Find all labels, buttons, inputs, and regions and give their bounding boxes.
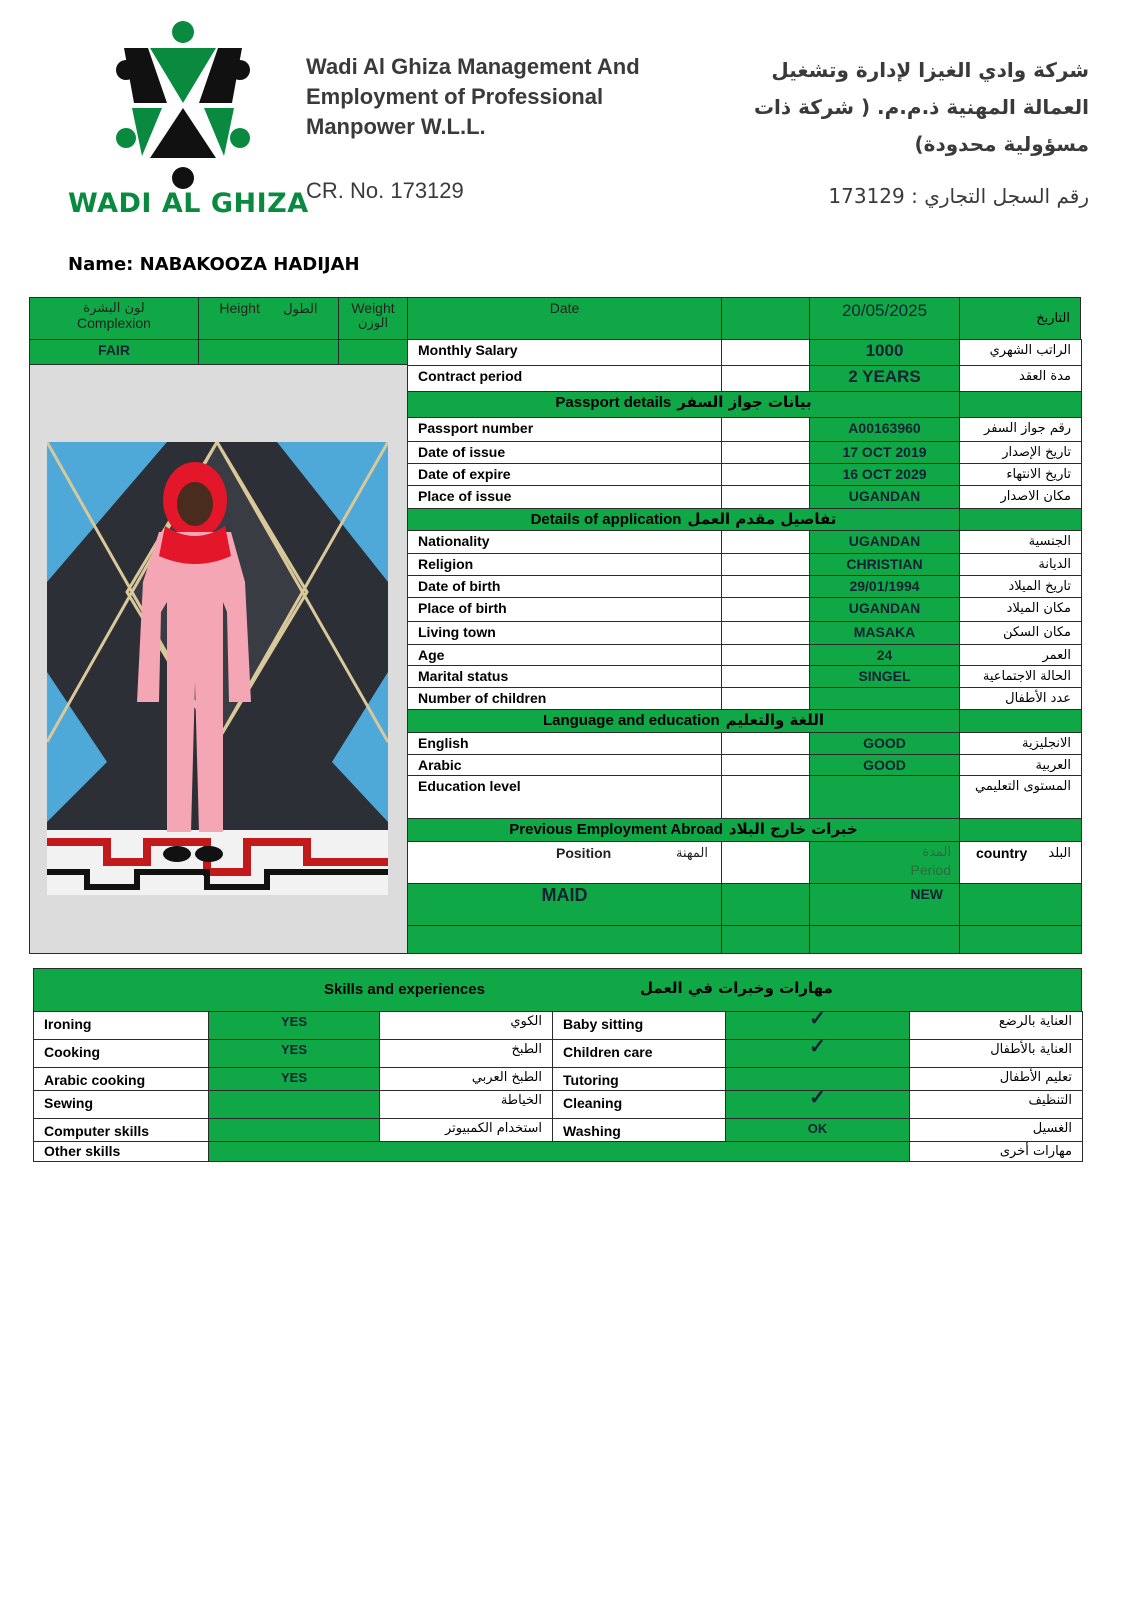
passport-row-value: UGANDAN [809, 485, 960, 509]
application-row-label-ar: العمر [959, 644, 1082, 666]
passport-row-label-ar: تاريخ الانتهاء [959, 463, 1082, 488]
skill-right-label: Cleaning [552, 1090, 726, 1119]
weight-header: Weight الوزن [338, 297, 408, 340]
cr-number-ar: رقم السجل التجاري : 173129 [828, 184, 1089, 208]
passport-row-label: Date of issue [407, 441, 722, 466]
language-row-label-ar: المستوى التعليمي [959, 775, 1082, 819]
position-label: Position [556, 845, 612, 861]
employment-section-blank [959, 818, 1082, 842]
checkmark-icon: ✓ [725, 1039, 910, 1068]
application-row-label: Marital status [407, 665, 722, 688]
language-row-label: Education level [407, 775, 722, 819]
application-row-label: Place of birth [407, 597, 722, 622]
company-name-ar: شركة وادي الغيزا لإدارة وتشغيل العمالة المهنية ذ.م.م. ( شركة ذات مسؤولية محدودة) [753, 58, 1089, 156]
employment-empty-2 [721, 925, 810, 954]
employment-section-en: Previous Employment Abroad [509, 821, 723, 838]
application-row-label-ar: الحالة الاجتماعية [959, 665, 1082, 688]
language-row-spacer [721, 754, 810, 776]
skill-right-label: Washing [552, 1118, 726, 1142]
passport-row-label-ar: تاريخ الإصدار [959, 441, 1082, 466]
position-header [407, 841, 722, 884]
passport-section-en: Passport details [555, 394, 672, 411]
application-row-label: Nationality [407, 530, 722, 554]
employment-spacer [721, 841, 810, 884]
skill-left-value [208, 1090, 380, 1119]
application-section-en: Details of application [530, 511, 682, 528]
period-header [809, 841, 960, 884]
skill-left-value: YES [208, 1039, 380, 1068]
application-row-value: SINGEL [809, 665, 960, 688]
language-section [407, 709, 960, 733]
period-label-ar: المدة [922, 845, 951, 860]
application-row-label: Religion [407, 553, 722, 576]
skill-right-label-ar: العناية بالرضع [909, 1011, 1083, 1040]
passport-row-value: 17 OCT 2019 [809, 441, 960, 466]
skill-left-label-ar: الطبخ [379, 1039, 553, 1068]
contract-row-spacer [721, 365, 810, 392]
language-row-spacer [721, 775, 810, 819]
application-row-label-ar: الديانة [959, 553, 1082, 576]
country-label: country [976, 845, 1028, 861]
skill-left-value: YES [208, 1011, 380, 1040]
application-row-value [809, 687, 960, 710]
cr-number-en: CR. No. 173129 [306, 178, 464, 203]
skill-left-label-ar: الطبخ العربي [379, 1067, 553, 1091]
employment-value-spacer [721, 883, 810, 926]
checkmark-icon: ✓ [725, 1011, 910, 1040]
skill-right-label-ar: تعليم الأطفال [909, 1067, 1083, 1091]
complexion-value: FAIR [29, 339, 199, 365]
company-name-en: Wadi Al Ghiza Management And Employment of Professional Manpower W.L.L. [306, 54, 640, 139]
contract-row-label: Monthly Salary [407, 339, 722, 366]
application-row-spacer [721, 665, 810, 688]
contract-row-value: 1000 [809, 339, 960, 366]
language-row-label-ar: العربية [959, 754, 1082, 776]
language-section-blank [959, 709, 1082, 733]
language-row-label: English [407, 732, 722, 755]
application-row-label-ar: عدد الأطفال [959, 687, 1082, 710]
weight-value [338, 339, 408, 365]
skill-left-label: Cooking [33, 1039, 209, 1068]
country-label-ar: البلد [1048, 846, 1071, 861]
application-row-label-ar: مكان الميلاد [959, 597, 1082, 622]
application-row-label: Age [407, 644, 722, 666]
date-label-ar: التاريخ [959, 297, 1081, 340]
skill-right-label-ar: العناية بالأطفال [909, 1039, 1083, 1068]
contract-row-value: 2 YEARS [809, 365, 960, 392]
skill-right-label-ar: الغسيل [909, 1118, 1083, 1142]
application-row-value: 29/01/1994 [809, 575, 960, 598]
application-section [407, 508, 960, 531]
country-value [959, 883, 1082, 926]
other-skills-label: Other skills [33, 1141, 209, 1162]
contract-row-label: Contract period [407, 365, 722, 392]
application-row-label: Number of children [407, 687, 722, 710]
skill-left-label: Computer skills [33, 1118, 209, 1142]
skill-right-label-ar: التنظيف [909, 1090, 1083, 1119]
language-row-label-ar: الانجليزية [959, 732, 1082, 755]
employment-section-ar: خبرات خارج البلاد [728, 820, 858, 838]
skill-left-label-ar: استخدام الكمبيوتر [379, 1118, 553, 1142]
date-label: Date [407, 297, 722, 340]
candidate-photo [47, 442, 388, 895]
application-section-ar: تفاصيل مقدم العمل [687, 510, 837, 528]
passport-section-ar: بيانات جواز السفر [677, 393, 812, 411]
application-row-spacer [721, 621, 810, 645]
language-row-value: GOOD [809, 754, 960, 776]
employment-section [407, 818, 960, 842]
skills-header [33, 968, 1082, 1012]
skills-title-ar: مهارات وخبرات في العمل [640, 979, 833, 997]
passport-row-spacer [721, 485, 810, 509]
application-row-spacer [721, 687, 810, 710]
application-section-blank [959, 508, 1082, 531]
application-row-value: UGANDAN [809, 597, 960, 622]
application-row-label: Living town [407, 621, 722, 645]
application-row-spacer [721, 530, 810, 554]
name-label: Name: [68, 254, 134, 275]
passport-row-spacer [721, 417, 810, 442]
passport-row-label-ar: رقم جواز السفر [959, 417, 1082, 442]
application-row-value: UGANDAN [809, 530, 960, 554]
skill-right-value [725, 1067, 910, 1091]
skill-left-value [208, 1118, 380, 1142]
passport-row-label: Date of expire [407, 463, 722, 488]
employment-empty-4 [959, 925, 1082, 954]
passport-section-blank [959, 391, 1082, 418]
employment-empty-1 [407, 925, 722, 954]
position-label-ar: المهنة [676, 846, 708, 861]
date-value: 20/05/2025 [809, 297, 960, 340]
employment-empty-3 [809, 925, 960, 954]
passport-row-label-ar: مكان الاصدار [959, 485, 1082, 509]
application-row-spacer [721, 553, 810, 576]
skill-right-value: OK [725, 1118, 910, 1142]
skill-left-label-ar: الكوي [379, 1011, 553, 1040]
skill-left-value: YES [208, 1067, 380, 1091]
language-row-label: Arabic [407, 754, 722, 776]
passport-row-label: Place of issue [407, 485, 722, 509]
country-header [959, 841, 1082, 884]
skill-left-label-ar: الخياطة [379, 1090, 553, 1119]
application-row-label-ar: الجنسية [959, 530, 1082, 554]
application-row-label-ar: مكان السكن [959, 621, 1082, 645]
checkmark-icon: ✓ [725, 1090, 910, 1119]
contract-row-label-ar: مدة العقد [959, 365, 1082, 392]
application-row-value: CHRISTIAN [809, 553, 960, 576]
passport-section [407, 391, 960, 418]
application-row-spacer [721, 575, 810, 598]
position-value: MAID [407, 883, 722, 926]
height-header: Height الطول [198, 297, 339, 340]
skill-left-label: Arabic cooking [33, 1067, 209, 1091]
application-row-label: Date of birth [407, 575, 722, 598]
passport-row-value: A00163960 [809, 417, 960, 442]
language-row-value [809, 775, 960, 819]
logo-text: WADI AL GHIZA [68, 188, 309, 219]
language-section-ar: اللغة والتعليم [725, 711, 825, 729]
skills-title-en: Skills and experiences [324, 981, 485, 998]
application-row-value: 24 [809, 644, 960, 666]
passport-row-value: 16 OCT 2029 [809, 463, 960, 488]
contract-row-spacer [721, 339, 810, 366]
language-row-value: GOOD [809, 732, 960, 755]
passport-row-label: Passport number [407, 417, 722, 442]
name-value: NABAKOOZA HADIJAH [139, 254, 360, 275]
skill-right-label: Tutoring [552, 1067, 726, 1091]
skill-left-label: Sewing [33, 1090, 209, 1119]
contract-row-label-ar: الراتب الشهري [959, 339, 1082, 366]
other-skills-value [208, 1141, 910, 1162]
skill-right-label: Baby sitting [552, 1011, 726, 1040]
height-value [198, 339, 339, 365]
period-value: NEW [809, 883, 960, 926]
language-row-spacer [721, 732, 810, 755]
application-row-spacer [721, 597, 810, 622]
application-row-label-ar: تاريخ الميلاد [959, 575, 1082, 598]
skill-left-label: Ironing [33, 1011, 209, 1040]
application-row-value: MASAKA [809, 621, 960, 645]
language-section-en: Language and education [542, 712, 720, 729]
application-row-spacer [721, 644, 810, 666]
skill-right-label: Children care [552, 1039, 726, 1068]
date-blank [721, 297, 810, 340]
candidate-name [68, 254, 360, 275]
other-skills-label-ar: مهارات أخرى [909, 1141, 1083, 1162]
complexion-header: لون البشرة Complexion [29, 297, 199, 340]
period-label: Period [910, 862, 951, 878]
